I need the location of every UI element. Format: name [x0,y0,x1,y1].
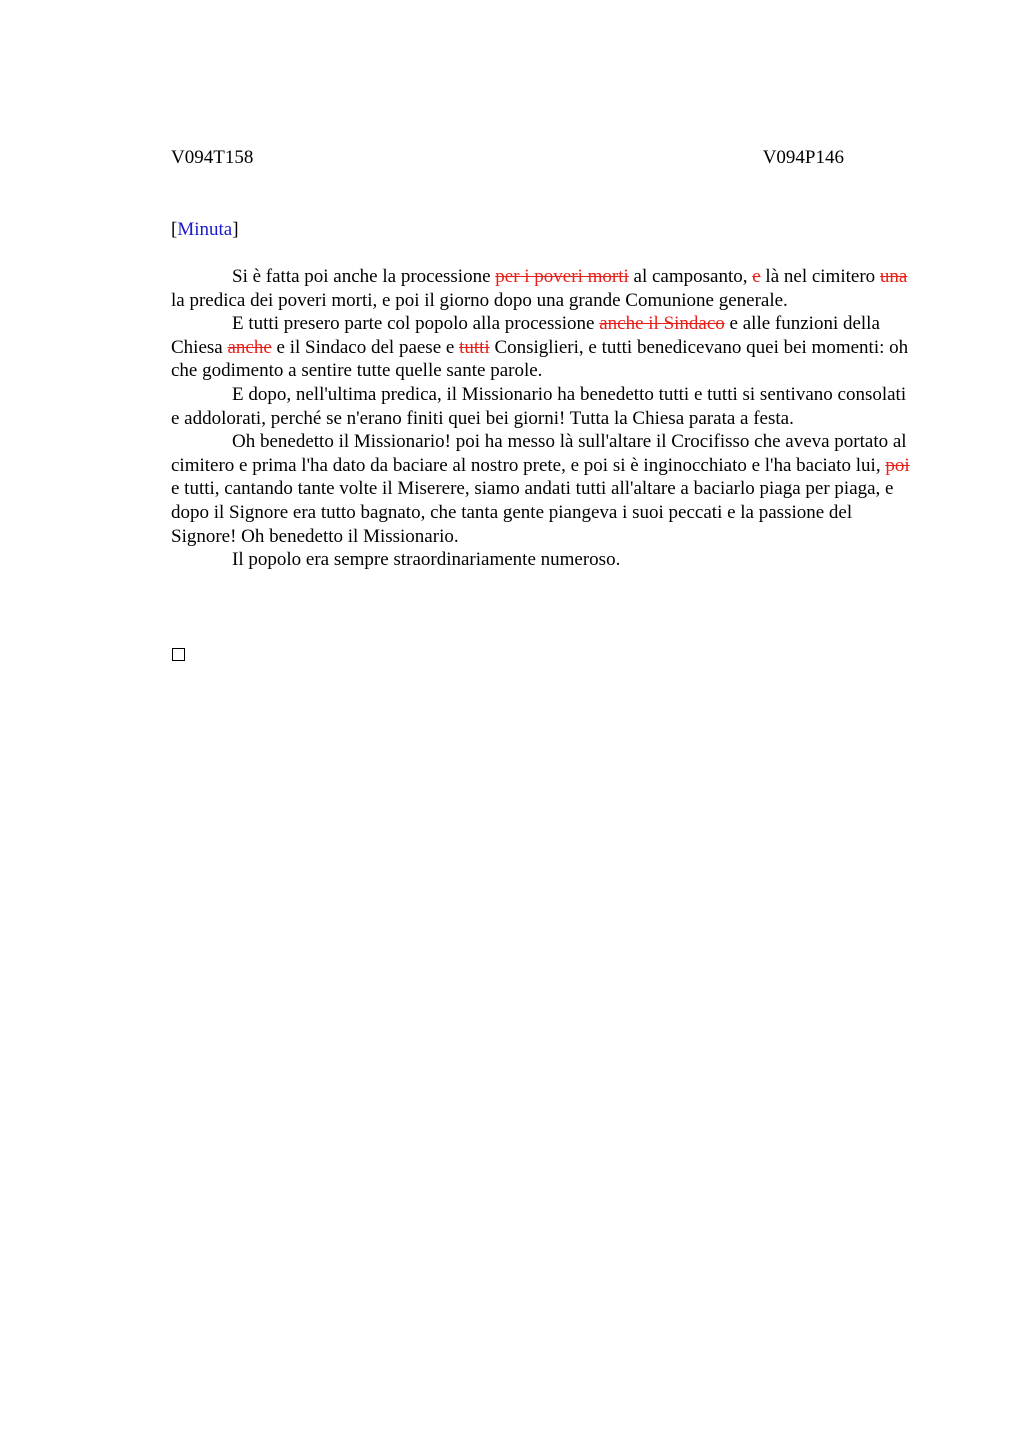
text-segment: e alle funzioni della Chiesa [171,313,880,358]
deleted-text: anche [227,336,272,358]
deleted-text: per i poveri morti [495,266,629,287]
text-segment: E tutti presero parte col popolo alla processione [232,313,600,335]
open-bracket: [ [171,219,178,240]
paragraph [171,548,911,572]
section-label-link[interactable]: Minuta [177,219,233,240]
text-segment: al camposanto, [628,266,753,287]
text-segment: e tutti, cantando tante volte il Miserere, siamo andati tutti all'altare a baciarlo piaga per piaga, e dopo il Signore era tutto bagnato, che tanta gente piangeva i suoi peccati e la passione del Signore! Oh benedetto il Missionario. [171,478,894,547]
text-segment: Il popolo era sempre straordinariamente numeroso. [232,549,621,571]
text-segment: Oh benedetto il Missionario! poi ha messo là sull'altare il Crocifisso che aveva portato al cimitero e prima l'ha dato da baciare al nostro prete, e poi si è inginocchiato e l'ha baciato lui, [171,431,907,476]
square-outline-icon [172,648,185,661]
text-segment: e il Sindaco del paese e [271,336,460,358]
close-bracket: ] [232,219,239,240]
paragraph [171,430,911,548]
volume-page-code: V094P146 [762,147,844,168]
text-segment: E dopo, nell'ultima predica, il Missionario ha benedetto tutti e tutti si sentivano consolati e addolorati, perché se n'erano finiti quei bei giorni! Tutta la Chiesa parata a festa. [171,383,907,429]
volume-text-code: V094T158 [171,147,254,168]
deleted-text: una [879,266,908,287]
paragraph [171,383,911,430]
deleted-text: anche il Sindaco [599,313,725,335]
deleted-text: tutti [459,336,490,358]
section-label [171,218,239,242]
paragraph [171,265,911,312]
deleted-text: poi [885,454,910,476]
text-segment: Consiglieri, e tutti benedicevano quei bei momenti: oh che godimento a sentire tutte quelle sante parole. [171,336,909,382]
paragraph [171,312,911,383]
deleted-text: e [752,266,761,287]
body-text [171,265,911,572]
text-segment: là nel cimitero [760,266,880,287]
text-segment: Si è fatta poi anche la processione [232,266,496,287]
text-segment: la predica dei poveri morti, e poi il giorno dopo una grande Comunione generale. [171,289,788,311]
